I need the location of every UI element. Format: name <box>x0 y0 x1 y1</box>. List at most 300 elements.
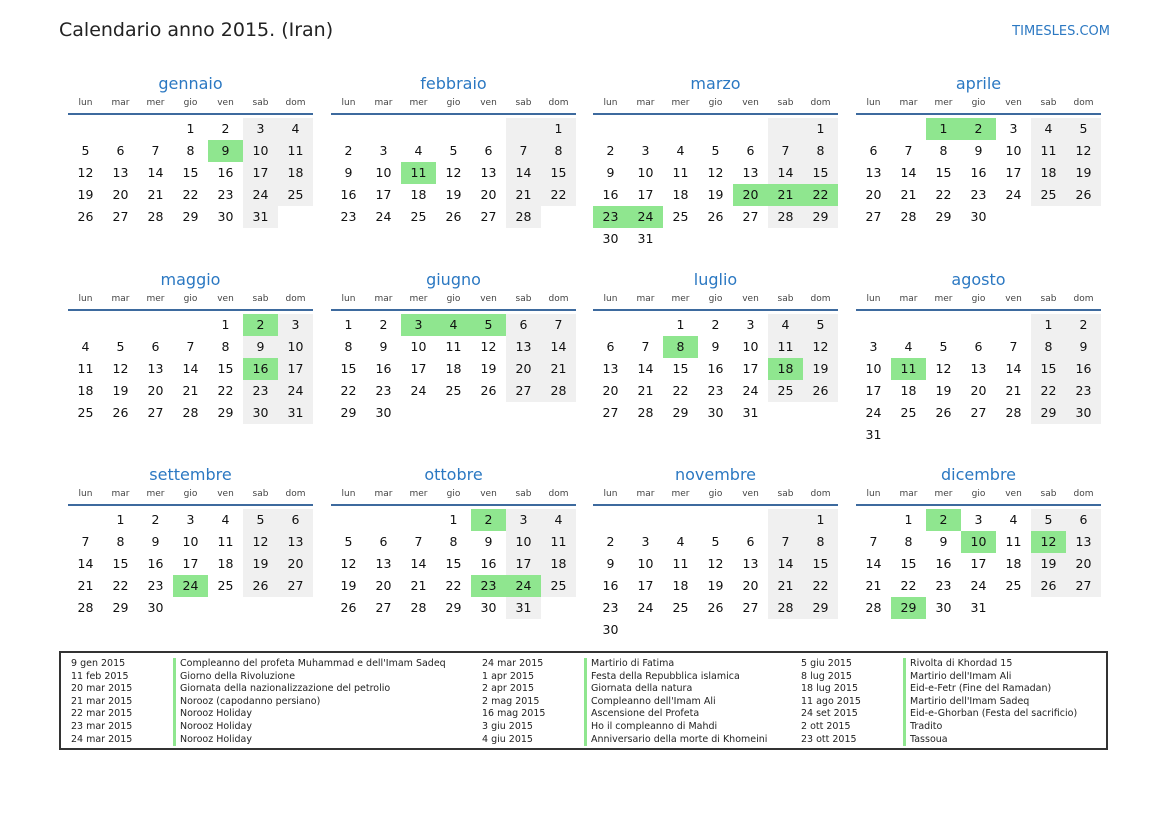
day-cell: 22 <box>217 383 234 398</box>
day-cell: 29 <box>1031 402 1066 424</box>
weekday-label: mer <box>671 489 690 499</box>
empty-cell <box>331 509 366 531</box>
day-cell: 18 <box>541 553 576 575</box>
day-cell: 22 <box>803 184 838 206</box>
weekday-label: sab <box>252 489 269 499</box>
day-cell: 30 <box>602 231 619 246</box>
month-title: agosto <box>951 270 1006 289</box>
empty-cell <box>173 597 208 619</box>
day-cell: 17 <box>742 361 759 376</box>
day-cell: 6 <box>746 534 755 549</box>
day-cell: 23 <box>243 380 278 402</box>
holiday-name: Norooz Holiday <box>173 708 252 721</box>
day-cell: 24 <box>278 380 313 402</box>
day-cell: 30 <box>217 209 234 224</box>
weekday-label: dom <box>548 98 569 108</box>
empty-cell <box>68 118 103 140</box>
day-cell: 25 <box>77 405 94 420</box>
day-cell: 9 <box>974 143 983 158</box>
day-cell: 30 <box>1066 402 1101 424</box>
holiday-name: Giorno della Rivoluzione <box>173 671 295 684</box>
empty-cell <box>803 402 838 424</box>
holiday-name: Martirio di Fatima <box>584 658 674 671</box>
empty-cell <box>663 228 698 250</box>
weekday-label: ven <box>480 489 497 499</box>
day-cell: 20 <box>375 578 392 593</box>
day-cell: 13 <box>602 361 619 376</box>
day-cell: 31 <box>742 405 759 420</box>
day-cell: 20 <box>1066 553 1101 575</box>
day-cell: 31 <box>637 231 654 246</box>
day-cell: 25 <box>445 383 462 398</box>
day-cell: 16 <box>970 165 987 180</box>
weekday-label: gio <box>446 98 461 108</box>
holiday-name: Giornata della nazionalizzazione del petrolio <box>173 683 390 696</box>
empty-cell <box>768 509 803 531</box>
day-cell: 30 <box>375 405 392 420</box>
day-cell: 25 <box>541 575 576 597</box>
day-cell: 11 <box>541 531 576 553</box>
weekday-label: dom <box>285 489 306 499</box>
holiday-row <box>482 696 767 709</box>
day-cell: 5 <box>243 509 278 531</box>
month-settembre <box>68 465 313 619</box>
day-cell: 2 <box>711 317 720 332</box>
weekday-label: mer <box>671 294 690 304</box>
day-cell: 11 <box>891 358 926 380</box>
empty-cell <box>768 402 803 424</box>
weekday-label: dom <box>1073 489 1094 499</box>
day-cell: 22 <box>900 578 917 593</box>
day-cell: 4 <box>436 314 471 336</box>
empty-cell <box>698 509 733 531</box>
holiday-row <box>71 708 446 721</box>
empty-cell <box>541 597 576 619</box>
day-cell: 28 <box>900 209 917 224</box>
day-cell: 3 <box>506 509 541 531</box>
empty-cell <box>278 597 313 619</box>
empty-cell <box>506 118 541 140</box>
empty-cell <box>768 228 803 250</box>
day-cell: 29 <box>340 405 357 420</box>
day-cell: 19 <box>935 383 952 398</box>
holiday-date: 2 ott 2015 <box>801 720 851 732</box>
day-cell: 24 <box>970 578 987 593</box>
day-cell: 12 <box>707 556 724 571</box>
day-cell: 24 <box>637 600 654 615</box>
day-cell: 6 <box>974 339 983 354</box>
day-cell: 17 <box>970 556 987 571</box>
day-cell: 4 <box>81 339 90 354</box>
day-cell: 8 <box>344 339 353 354</box>
day-cell: 3 <box>869 339 878 354</box>
day-cell: 22 <box>340 383 357 398</box>
holiday-column-2 <box>482 658 767 746</box>
day-cell: 12 <box>445 165 462 180</box>
empty-cell <box>243 597 278 619</box>
empty-cell <box>1066 424 1101 446</box>
day-cell: 23 <box>1066 380 1101 402</box>
day-cell: 2 <box>961 118 996 140</box>
day-cell: 22 <box>112 578 129 593</box>
holiday-row <box>71 734 446 747</box>
day-cell: 30 <box>707 405 724 420</box>
day-cell: 9 <box>151 534 160 549</box>
day-cell: 31 <box>970 600 987 615</box>
day-cell: 2 <box>471 509 506 531</box>
holiday-row <box>71 696 446 709</box>
day-cell: 12 <box>77 165 94 180</box>
day-cell: 7 <box>869 534 878 549</box>
weekday-label: gio <box>708 98 723 108</box>
weekday-label: dom <box>810 98 831 108</box>
day-cell: 19 <box>707 578 724 593</box>
weekday-label: mar <box>636 98 655 108</box>
day-cell: 18 <box>278 162 313 184</box>
day-cell: 23 <box>217 187 234 202</box>
holiday-row <box>801 671 1077 684</box>
day-cell: 24 <box>243 184 278 206</box>
empty-cell <box>733 118 768 140</box>
day-grid <box>68 118 313 228</box>
day-cell: 10 <box>637 165 654 180</box>
empty-cell <box>401 118 436 140</box>
day-cell: 9 <box>711 339 720 354</box>
holiday-date: 11 feb 2015 <box>71 670 129 682</box>
weekday-label: lun <box>866 294 881 304</box>
day-cell: 18 <box>672 578 689 593</box>
empty-cell <box>278 206 313 228</box>
day-cell: 26 <box>340 600 357 615</box>
weekday-label: dom <box>810 294 831 304</box>
weekday-header <box>331 489 576 506</box>
day-cell: 8 <box>449 534 458 549</box>
day-cell: 29 <box>803 597 838 619</box>
holiday-name: Anniversario della morte di Khomeini <box>584 734 767 747</box>
weekday-label: gio <box>183 489 198 499</box>
holiday-row <box>482 683 767 696</box>
day-cell: 29 <box>803 206 838 228</box>
day-cell: 18 <box>768 358 803 380</box>
day-cell: 30 <box>147 600 164 615</box>
day-cell: 12 <box>340 556 357 571</box>
day-cell: 25 <box>1031 184 1066 206</box>
weekday-label: mer <box>934 98 953 108</box>
day-cell: 28 <box>768 597 803 619</box>
day-cell: 13 <box>742 165 759 180</box>
day-cell: 2 <box>379 317 388 332</box>
day-cell: 20 <box>742 578 759 593</box>
day-grid <box>593 314 838 424</box>
day-cell: 25 <box>672 600 689 615</box>
empty-cell <box>173 314 208 336</box>
holiday-date: 16 mag 2015 <box>482 708 546 720</box>
empty-cell <box>628 509 663 531</box>
day-grid <box>68 314 313 424</box>
day-grid <box>331 118 576 228</box>
day-cell: 8 <box>803 140 838 162</box>
holiday-row <box>801 734 1077 747</box>
empty-cell <box>891 424 926 446</box>
weekday-header <box>856 294 1101 311</box>
day-cell: 29 <box>112 600 129 615</box>
weekday-label: gio <box>446 489 461 499</box>
day-cell: 1 <box>116 512 125 527</box>
day-cell: 18 <box>672 187 689 202</box>
weekday-label: gio <box>446 294 461 304</box>
weekday-label: lun <box>78 98 93 108</box>
month-maggio <box>68 270 313 424</box>
day-cell: 16 <box>1066 358 1101 380</box>
empty-cell <box>698 619 733 641</box>
day-cell: 5 <box>471 314 506 336</box>
empty-cell <box>803 619 838 641</box>
weekday-label: ven <box>742 294 759 304</box>
day-cell: 8 <box>541 140 576 162</box>
empty-cell <box>1031 206 1066 228</box>
holiday-name: Compleanno dell'Imam Ali <box>584 696 716 709</box>
day-cell: 13 <box>147 361 164 376</box>
month-aprile <box>856 74 1101 228</box>
day-cell: 7 <box>81 534 90 549</box>
weekday-header <box>68 489 313 506</box>
day-cell: 3 <box>278 314 313 336</box>
day-cell: 16 <box>340 187 357 202</box>
holiday-date: 20 mar 2015 <box>71 683 133 695</box>
weekday-label: lun <box>341 489 356 499</box>
day-grid <box>331 509 576 619</box>
day-cell: 22 <box>935 187 952 202</box>
day-cell: 17 <box>865 383 882 398</box>
holiday-name: Giornata della natura <box>584 683 692 696</box>
holiday-row <box>801 708 1077 721</box>
weekday-header <box>68 98 313 115</box>
day-cell: 16 <box>243 358 278 380</box>
day-cell: 15 <box>672 361 689 376</box>
day-cell: 11 <box>672 165 689 180</box>
day-cell: 16 <box>707 361 724 376</box>
day-cell: 3 <box>1009 121 1018 136</box>
day-cell: 12 <box>803 336 838 358</box>
day-cell: 7 <box>414 534 423 549</box>
day-cell: 25 <box>672 209 689 224</box>
day-cell: 19 <box>243 553 278 575</box>
day-cell: 5 <box>81 143 90 158</box>
site-link[interactable]: TIMESLES.COM <box>1012 24 1110 39</box>
day-cell: 6 <box>1066 509 1101 531</box>
day-cell: 13 <box>112 165 129 180</box>
day-grid <box>856 314 1101 446</box>
day-cell: 22 <box>1031 380 1066 402</box>
day-cell: 9 <box>484 534 493 549</box>
weekday-label: sab <box>515 489 532 499</box>
day-cell: 31 <box>243 206 278 228</box>
day-cell: 14 <box>865 556 882 571</box>
empty-cell <box>926 424 961 446</box>
weekday-header <box>331 294 576 311</box>
weekday-header <box>593 489 838 506</box>
day-cell: 11 <box>1031 140 1066 162</box>
day-cell: 5 <box>1031 509 1066 531</box>
day-cell: 12 <box>935 361 952 376</box>
holiday-name: Tassoua <box>903 734 948 747</box>
holiday-column-1 <box>71 658 446 746</box>
weekday-label: lun <box>341 98 356 108</box>
day-cell: 28 <box>506 206 541 228</box>
day-cell: 6 <box>151 339 160 354</box>
day-cell: 12 <box>243 531 278 553</box>
day-cell: 6 <box>869 143 878 158</box>
day-cell: 30 <box>243 402 278 424</box>
day-cell: 23 <box>375 383 392 398</box>
weekday-label: sab <box>515 98 532 108</box>
day-cell: 8 <box>116 534 125 549</box>
day-cell: 21 <box>77 578 94 593</box>
day-cell: 7 <box>151 143 160 158</box>
day-cell: 10 <box>637 556 654 571</box>
day-cell: 4 <box>676 534 685 549</box>
day-grid <box>593 118 838 250</box>
empty-cell <box>541 206 576 228</box>
weekday-label: mer <box>934 294 953 304</box>
holiday-row <box>71 721 446 734</box>
day-cell: 1 <box>449 512 458 527</box>
day-cell: 13 <box>742 556 759 571</box>
day-cell: 23 <box>707 383 724 398</box>
empty-cell <box>803 228 838 250</box>
weekday-label: dom <box>810 489 831 499</box>
day-cell: 27 <box>375 600 392 615</box>
weekday-label: sab <box>777 294 794 304</box>
weekday-label: ven <box>480 98 497 108</box>
weekday-label: ven <box>217 489 234 499</box>
empty-cell <box>996 597 1031 619</box>
month-title: gennaio <box>158 74 223 93</box>
day-cell: 6 <box>116 143 125 158</box>
day-cell: 24 <box>410 383 427 398</box>
empty-cell <box>856 118 891 140</box>
day-cell: 11 <box>768 336 803 358</box>
weekday-label: ven <box>217 294 234 304</box>
empty-cell <box>698 228 733 250</box>
weekday-label: dom <box>1073 98 1094 108</box>
day-cell: 2 <box>151 512 160 527</box>
day-cell: 5 <box>1066 118 1101 140</box>
holiday-row <box>71 658 446 671</box>
day-grid <box>593 509 838 641</box>
empty-cell <box>471 118 506 140</box>
day-cell: 31 <box>865 427 882 442</box>
day-cell: 1 <box>541 118 576 140</box>
day-cell: 9 <box>1066 336 1101 358</box>
day-cell: 26 <box>1031 575 1066 597</box>
day-cell: 27 <box>970 405 987 420</box>
holiday-row <box>482 671 767 684</box>
day-cell: 14 <box>900 165 917 180</box>
day-cell: 17 <box>637 187 654 202</box>
weekday-label: sab <box>777 489 794 499</box>
day-cell: 14 <box>637 361 654 376</box>
day-cell: 21 <box>637 383 654 398</box>
weekday-label: ven <box>217 98 234 108</box>
empty-cell <box>436 402 471 424</box>
empty-cell <box>208 597 243 619</box>
holiday-row <box>482 708 767 721</box>
holiday-row <box>482 721 767 734</box>
day-cell: 7 <box>506 140 541 162</box>
day-cell: 28 <box>541 380 576 402</box>
empty-cell <box>856 509 891 531</box>
day-cell: 8 <box>939 143 948 158</box>
empty-cell <box>401 509 436 531</box>
day-cell: 26 <box>707 600 724 615</box>
month-gennaio <box>68 74 313 228</box>
holiday-date: 18 lug 2015 <box>801 683 858 695</box>
holiday-date: 4 giu 2015 <box>482 733 533 745</box>
day-cell: 3 <box>243 118 278 140</box>
day-cell: 6 <box>506 314 541 336</box>
weekday-header <box>593 98 838 115</box>
day-cell: 6 <box>379 534 388 549</box>
day-cell: 13 <box>375 556 392 571</box>
empty-cell <box>103 118 138 140</box>
day-cell: 19 <box>340 578 357 593</box>
weekday-label: mar <box>899 489 918 499</box>
day-cell: 3 <box>401 314 436 336</box>
day-cell: 8 <box>663 336 698 358</box>
day-cell: 21 <box>865 578 882 593</box>
empty-cell <box>506 402 541 424</box>
day-cell: 26 <box>112 405 129 420</box>
weekday-label: lun <box>603 489 618 499</box>
weekday-label: ven <box>1005 489 1022 499</box>
empty-cell <box>1066 597 1101 619</box>
weekday-label: ven <box>742 98 759 108</box>
day-cell: 20 <box>278 553 313 575</box>
day-cell: 14 <box>1005 361 1022 376</box>
holiday-date: 24 set 2015 <box>801 708 858 720</box>
day-cell: 4 <box>541 509 576 531</box>
empty-cell <box>891 118 926 140</box>
day-cell: 16 <box>935 556 952 571</box>
day-cell: 21 <box>768 575 803 597</box>
day-cell: 20 <box>506 358 541 380</box>
day-cell: 12 <box>1031 531 1066 553</box>
day-cell: 6 <box>746 143 755 158</box>
day-cell: 21 <box>768 184 803 206</box>
day-cell: 22 <box>672 383 689 398</box>
day-cell: 29 <box>445 600 462 615</box>
day-cell: 10 <box>243 140 278 162</box>
day-cell: 3 <box>641 534 650 549</box>
day-cell: 20 <box>112 187 129 202</box>
empty-cell <box>961 424 996 446</box>
month-title: novembre <box>674 465 757 484</box>
day-cell: 23 <box>471 575 506 597</box>
empty-cell <box>138 118 173 140</box>
day-cell: 10 <box>375 165 392 180</box>
day-cell: 19 <box>445 187 462 202</box>
day-cell: 19 <box>803 358 838 380</box>
day-cell: 27 <box>147 405 164 420</box>
day-cell: 17 <box>1005 165 1022 180</box>
empty-cell <box>996 314 1031 336</box>
day-grid <box>68 509 313 619</box>
day-cell: 27 <box>1066 575 1101 597</box>
day-cell: 1 <box>186 121 195 136</box>
day-cell: 16 <box>147 556 164 571</box>
weekday-label: dom <box>285 294 306 304</box>
